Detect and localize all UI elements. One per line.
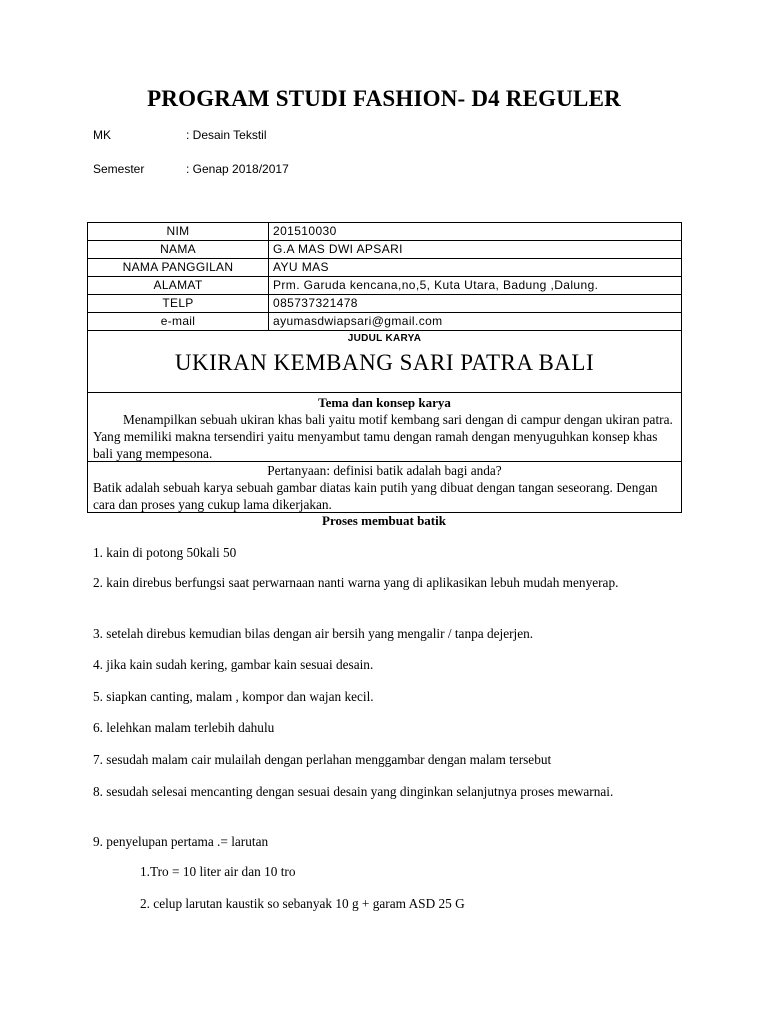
table-row — [88, 277, 682, 295]
list-item: 8. sesudah selesai mencanting dengan sesuai desain yang dinginkan selanjutnya proses mewarnai. — [93, 784, 614, 799]
mk-label: MK — [93, 128, 111, 142]
list-item: 6. lelehkan malam terlebih dahulu — [93, 720, 275, 735]
nama-panggilan-label: NAMA PANGGILAN — [88, 259, 269, 277]
nama-value: G.A MAS DWI APSARI — [269, 241, 682, 259]
tema-box — [87, 392, 682, 462]
judul-karya-title: UKIRAN KEMBANG SARI PATRA BALI — [174, 350, 595, 375]
mk-value: : Desain Tekstil — [186, 128, 267, 142]
email-label: e-mail — [88, 313, 269, 331]
email-value: ayumasdwiapsari@gmail.com — [269, 313, 682, 331]
page-title: PROGRAM STUDI FASHION- D4 REGULER — [147, 86, 621, 111]
telp-label: TELP — [88, 295, 269, 313]
semester-value: : Genap 2018/2017 — [186, 162, 289, 176]
nama-panggilan-value: AYU MAS — [269, 259, 682, 277]
tema-label: Tema dan konsep karya — [318, 395, 451, 410]
nama-label: NAMA — [88, 241, 269, 259]
nim-value: 201510030 — [269, 223, 682, 241]
judul-karya-label: JUDUL KARYA — [347, 333, 422, 344]
list-item: 4. jika kain sudah kering, gambar kain sesuai desain. — [93, 657, 374, 672]
list-item: 3. setelah direbus kemudian bilas dengan air bersih yang mengalir / tanpa dejerjen. — [93, 626, 534, 641]
list-item: 5. siapkan canting, malam , kompor dan wajan kecil. — [93, 689, 374, 704]
proses-heading: Proses membuat batik — [322, 513, 446, 528]
tema-text: Menampilkan sebuah ukiran khas bali yaitu motif kembang sari dengan di campur dengan ukiran patra. Yang memiliki makna tersendiri yaitu menyambut tamu dengan ramah dengan menyuguhkan konsep khas bali yang mempesona. — [93, 412, 673, 461]
list-item: 1. kain di potong 50kali 50 — [93, 545, 237, 560]
alamat-label: ALAMAT — [88, 277, 269, 295]
sub-list-item: 1.Tro = 10 liter air dan 10 tro — [140, 864, 296, 879]
list-item: 9. penyelupan pertama .= larutan — [93, 834, 269, 849]
question-box — [87, 461, 682, 513]
list-item: 2. kain direbus berfungsi saat perwarnaan nanti warna yang di aplikasikan lebuh mudah menyerap. — [93, 575, 619, 590]
telp-value: 085737321478 — [269, 295, 682, 313]
sub-list-item: 2. celup larutan kaustik so sebanyak 10 g + garam ASD 25 G — [140, 896, 465, 911]
table-row — [88, 223, 682, 241]
student-info-table — [87, 222, 682, 331]
table-row — [88, 295, 682, 313]
semester-label: Semester — [93, 162, 145, 176]
question-answer: Batik adalah sebuah karya sebuah gambar diatas kain putih yang dibuat dengan tangan seseorang. Dengan cara dan proses yang cukup lama dikerjakan. — [93, 480, 658, 512]
table-row — [88, 259, 682, 277]
judul-karya-box — [87, 330, 682, 393]
table-row — [88, 241, 682, 259]
list-item: 7. sesudah malam cair mulailah dengan perlahan menggambar dengan malam tersebut — [93, 752, 552, 767]
table-row — [88, 313, 682, 331]
question-label: Pertanyaan: definisi batik adalah bagi anda? — [267, 463, 502, 478]
alamat-value: Prm. Garuda kencana,no,5, Kuta Utara, Badung ,Dalung. — [269, 277, 682, 295]
nim-label: NIM — [88, 223, 269, 241]
